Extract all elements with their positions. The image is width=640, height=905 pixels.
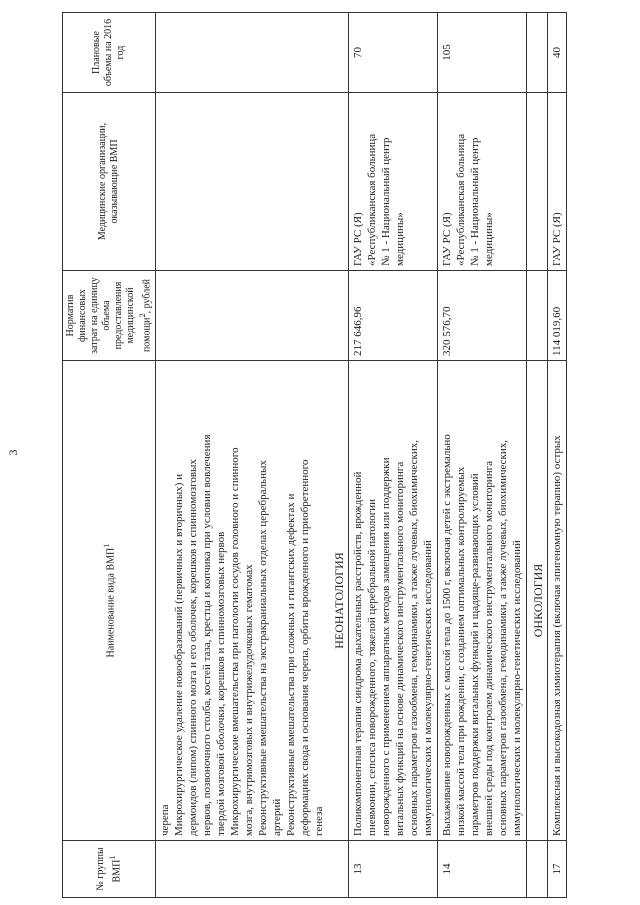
cell-org: ГАУ РС (Я) «Республиканская больница № 1 - Национальный центр медицины» [349,93,438,271]
cell-name: Выхаживание новорожденных с массой тела до 1500 г, включая детей с экстремально низкой массой тела при рождении, с созданием оптимальных контролируемых параметров поддержки витальных функций и щадяще-развивающих условий внешней среды под контролем динамического инструментального мониторинга основных параметров газообмена, гемодинамики, а также лучевых, биохимических, иммунологических и молекулярно-генетических исследований [438,361,527,841]
header-org: Медицинские организации, оказывающие ВМП [63,93,156,271]
cell-norm: 217 646,96 [349,271,438,361]
cell-vol: 105 [438,13,527,93]
table-row [438,13,527,898]
header-vol: Плановые объемы на 2016 год [63,13,156,93]
cell-name: Поликомпонентная терапия синдрома дыхательных расстройств, врожденной пневмонии, сепсиса новорожденного, тяжелой церебральной патологии новорожденного с применением аппаратных методов замещения или поддержки витальных функций на основе динамического инструментального мониторинга основных параметров газообмена, гемодинамики, а также лучевых, биохимических, иммунологических и молекулярно-генетических исследований [349,361,438,841]
cell-num: 13 [349,841,438,898]
cell-vol: 40 [548,13,567,93]
cell-org: ГАУ РС (Я) «Республиканская больница № 1 - Национальный центр медицины» [438,93,527,271]
section-title-oncology: ОНКОЛОГИЯ [527,361,548,841]
cell-vol [156,13,329,93]
header-norm: Норматив финансовых затрат на единицу объема предоставления медицинской помощи$^2$, рублей [63,271,156,361]
vmp-table [62,12,567,898]
cell-norm: 114 019,60 [548,271,567,361]
cell-num: 14 [438,841,527,898]
cell-norm: 320 576,70 [438,271,527,361]
cell-num [156,841,329,898]
cell-org [156,93,329,271]
table-header-row [63,13,156,898]
section-header-row [527,13,548,898]
cell-org: ГАУ РС (Я) [548,93,567,271]
page-number: 3 [6,449,20,456]
table-row [349,13,438,898]
cell-num: 17 [548,841,567,898]
section-header-row [328,13,349,898]
cell-name: Комплексная и высокодозная химиотерапия (включая эпигеномную терапию) острых [548,361,567,841]
section-title-neonatology: НЕОНАТОЛОГИЯ [328,361,349,841]
table-row-continued [156,13,329,898]
table-row [548,13,567,898]
cell-name: черепа Микрохирургическое удаление новообразований (первичных и вторичных) и дермоидов (липом) спинного мозга и его оболочек, корешков и спинномозговых нервов, позвоночного столба, костей таза, крестца и копчика при условии вовлечения твердой мозговой оболочки, корешков и спинномозговых нервов Микрохирургические вмешательства при патологии сосудов головного и спинного мозга, внутримозговых и внутрижелудочковых гематомах Реконструктивные вмешательства на экстракраниальных отделах церебральных артерий Реконструктивные вмешательства при сложных и гигантских дефектах и деформациях свода и основания черепа, орбиты врожденного и приобретенного генеза [156,361,329,841]
header-group: № группы ВМП$^1$ [63,841,156,898]
cell-vol: 70 [349,13,438,93]
cell-norm [156,271,329,361]
header-name: Наименование вида ВМП$^1$ [63,361,156,841]
